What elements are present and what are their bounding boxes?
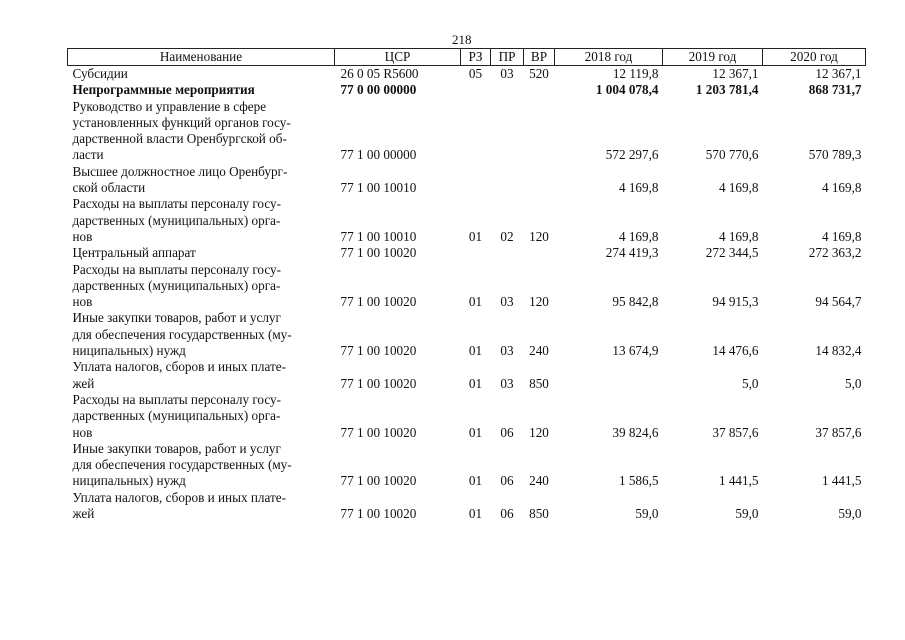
table-row	[68, 164, 866, 197]
cell-csr: 26 0 05 R5600	[340, 66, 419, 81]
table-row	[68, 392, 866, 441]
table-row	[68, 99, 866, 164]
table-row	[68, 245, 866, 261]
cell-2018: 59,0	[635, 506, 659, 522]
cell-rz	[461, 99, 491, 164]
cell-2018: 1 586,5	[618, 473, 659, 489]
cell-csr: 77 1 00 10020	[340, 294, 417, 310]
cell-2018: 13 674,9	[612, 343, 659, 359]
cell-rz: 01	[468, 375, 483, 391]
header-name: Наименование	[68, 49, 335, 66]
cell-csr: 77 1 00 10020	[340, 473, 417, 489]
header-2020: 2020 год	[763, 49, 866, 66]
cell-name: Руководство и управление в сфере установленных функций органов госу- дарственной власти Оренбургской об- ласти	[72, 98, 291, 163]
cell-2020: 272 363,2	[808, 245, 862, 261]
cell-rz: 01	[468, 424, 483, 440]
cell-vr	[524, 82, 555, 98]
cell-csr: 77 1 00 10020	[340, 424, 417, 440]
cell-vr: 850	[529, 375, 549, 391]
table-header	[68, 49, 866, 66]
cell-csr: 77 1 00 10020	[340, 506, 417, 522]
cell-rz	[461, 245, 491, 261]
header-rz: РЗ	[461, 49, 491, 66]
cell-rz: 01	[468, 473, 483, 489]
cell-2019: 4 169,8	[718, 228, 759, 244]
cell-name: Уплата налогов, сборов и иных плате- жей	[72, 489, 287, 522]
table-row	[68, 196, 866, 245]
cell-2018: 274 419,3	[605, 245, 659, 261]
cell-csr: 77 1 00 10010	[340, 228, 417, 244]
cell-csr: 77 1 00 00000	[340, 147, 417, 163]
cell-pr	[491, 164, 524, 197]
header-vr: ВР	[524, 49, 555, 66]
cell-name: Расходы на выплаты персоналу госу- дарственных (муниципальных) орга- нов	[72, 261, 282, 310]
cell-pr: 03	[500, 343, 514, 359]
header-pr: ПР	[491, 49, 524, 66]
table-row	[68, 82, 866, 98]
cell-2019: 5,0	[742, 375, 759, 391]
cell-2020: 12 367,1	[815, 66, 862, 81]
cell-csr: 77 1 00 10010	[340, 180, 417, 196]
cell-name: Высшее должностное лицо Оренбург- ской области	[72, 163, 288, 196]
cell-pr	[491, 99, 524, 164]
cell-name: Расходы на выплаты персоналу госу- дарственных (муниципальных) орга- нов	[72, 391, 282, 440]
cell-rz: 01	[468, 228, 483, 244]
cell-vr: 120	[529, 294, 549, 310]
cell-pr: 06	[500, 506, 514, 522]
cell-2019: 1 441,5	[718, 473, 759, 489]
cell-2019: 59,0	[735, 506, 759, 522]
cell-rz	[461, 164, 491, 197]
cell-2020: 4 169,8	[821, 228, 862, 244]
cell-pr: 06	[500, 473, 514, 489]
cell-2019: 94 915,3	[712, 294, 759, 310]
cell-rz: 01	[468, 343, 483, 359]
page-number: 218	[452, 32, 472, 47]
table-row	[68, 359, 866, 392]
cell-2020: 5,0	[845, 375, 862, 391]
table-row	[68, 310, 866, 359]
cell-pr	[491, 245, 524, 261]
header-2018: 2018 год	[555, 49, 663, 66]
cell-rz: 01	[468, 294, 483, 310]
cell-vr: 120	[529, 424, 549, 440]
cell-csr: 77 0 00 00000	[340, 82, 417, 98]
cell-pr: 03	[500, 375, 514, 391]
cell-csr: 77 1 00 10020	[340, 343, 417, 359]
cell-csr: 77 1 00 10020	[340, 245, 417, 261]
cell-name: Иные закупки товаров, работ и услуг для обеспечения государственных (му- ниципальных) нужд	[72, 440, 292, 489]
cell-2019: 570 770,6	[705, 147, 759, 163]
cell-name: Иные закупки товаров, работ и услуг для обеспечения государственных (му- ниципальных) нужд	[72, 310, 292, 359]
header-csr: ЦСР	[335, 49, 461, 66]
cell-name: Непрограммные мероприятия	[72, 82, 255, 98]
cell-vr	[524, 99, 555, 164]
table-row	[68, 441, 866, 490]
cell-2020: 14 832,4	[815, 343, 862, 359]
cell-2020: 1 441,5	[821, 473, 862, 489]
cell-name: Субсидии	[72, 66, 128, 81]
cell-2019: 37 857,6	[712, 424, 759, 440]
cell-pr: 06	[500, 424, 514, 440]
cell-vr: 240	[529, 343, 549, 359]
cell-2020: 868 731,7	[808, 82, 862, 98]
cell-pr: 03	[500, 294, 514, 310]
cell-vr: 240	[529, 473, 549, 489]
cell-2020: 4 169,8	[821, 180, 862, 196]
cell-rz: 05	[468, 66, 483, 81]
cell-2019: 1 203 781,4	[695, 82, 759, 98]
cell-2018: 39 824,6	[612, 424, 659, 440]
cell-csr: 77 1 00 10020	[340, 375, 417, 391]
cell-rz: 01	[468, 506, 483, 522]
cell-vr: 520	[529, 66, 549, 81]
cell-vr	[524, 245, 555, 261]
cell-pr: 02	[500, 228, 514, 244]
cell-2019: 12 367,1	[712, 66, 759, 81]
cell-vr: 120	[529, 228, 549, 244]
cell-2018: 12 119,8	[612, 66, 659, 81]
cell-2018	[555, 359, 663, 392]
cell-2018: 4 169,8	[618, 180, 659, 196]
cell-pr: 03	[500, 66, 514, 81]
cell-2020: 59,0	[838, 506, 862, 522]
budget-table	[67, 48, 866, 522]
cell-2018: 1 004 078,4	[595, 82, 659, 98]
cell-2019: 4 169,8	[718, 180, 759, 196]
cell-name: Расходы на выплаты персоналу госу- дарственных (муниципальных) орга- нов	[72, 196, 282, 244]
cell-2020: 570 789,3	[808, 147, 862, 163]
cell-2020: 94 564,7	[815, 294, 862, 310]
header-2019: 2019 год	[663, 49, 763, 66]
cell-2018: 572 297,6	[605, 147, 659, 163]
cell-2018: 4 169,8	[618, 228, 659, 244]
cell-pr	[491, 82, 524, 98]
table-row	[68, 262, 866, 311]
cell-2020: 37 857,6	[815, 424, 862, 440]
table-body	[68, 66, 866, 523]
header-row	[68, 49, 866, 66]
table-row	[68, 66, 866, 83]
cell-name: Центральный аппарат	[72, 245, 196, 261]
cell-rz	[461, 82, 491, 98]
cell-name: Уплата налогов, сборов и иных плате- жей	[72, 359, 287, 391]
cell-2019: 14 476,6	[712, 343, 759, 359]
cell-vr: 850	[529, 506, 549, 522]
cell-2018: 95 842,8	[612, 294, 659, 310]
table-row	[68, 490, 866, 523]
cell-2019: 272 344,5	[705, 245, 759, 261]
cell-vr	[524, 164, 555, 197]
